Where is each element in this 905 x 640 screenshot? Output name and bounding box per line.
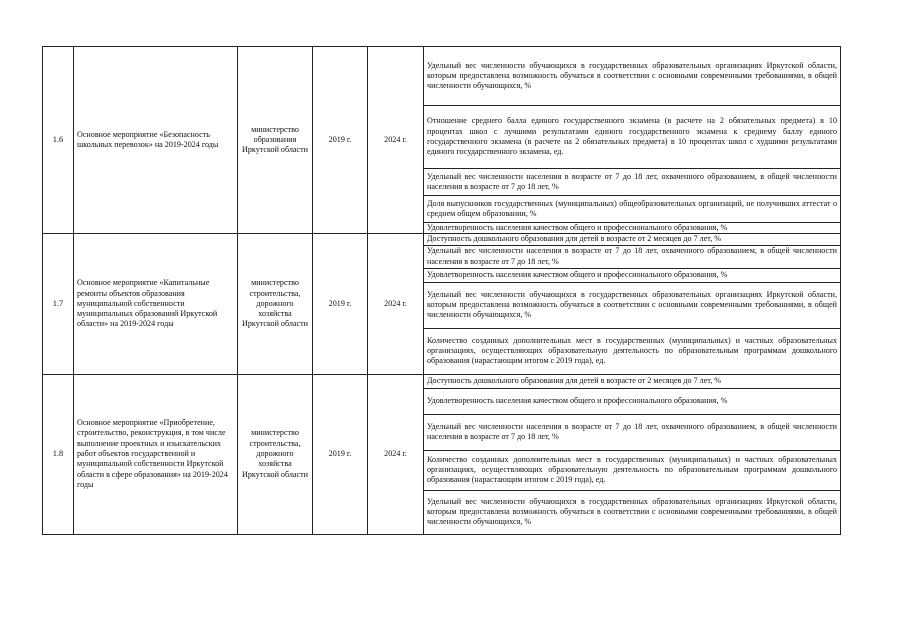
indicator: Удельный вес численности обучающихся в государственных образовательных организациях Иркутской области, которым предоставлена возможность обучаться в соответствии с основными современными требованиями, в общей численности обучающихся, % xyxy=(424,282,841,328)
indicator: Удельный вес численности населения в возрасте от 7 до 18 лет, охваченного образованием, в общей численности населения в возрасте от 7 до 18 лет, % xyxy=(424,414,841,450)
activity-name: Основное мероприятие «Капитальные ремонты объектов образования муниципальной собственности муниципальных образований Иркутской области» на 2019-2024 годы xyxy=(74,234,238,374)
activity-name: Основное мероприятие «Приобретение, строительство, реконструкция, в том числе выполнение проектных и изыскательских работ объектов государственной и муниципальной собственности Иркутской области в сфере образования» на 2019-2024 годы xyxy=(74,374,238,534)
start-year: 2019 г. xyxy=(313,47,368,234)
activities-table xyxy=(42,46,841,535)
indicator: Количество созданных дополнительных мест в государственных (муниципальных) и частных образовательных организациях, осуществляющих образовательную деятельность по образовательным программам дошкольного образования (нарастающим итогом с 2019 года), ед. xyxy=(424,328,841,374)
indicator: Удельный вес численности обучающихся в государственных образовательных организациях Иркутской области, которым предоставлена возможность обучаться в соответствии с основными современными требованиями, в общей численности обучающихся, % xyxy=(424,490,841,534)
row-number: 1.8 xyxy=(43,374,74,534)
indicator: Удельный вес численности населения в возрасте от 7 до 18 лет, охваченного образованием, в общей численности населения в возрасте от 7 до 18 лет, % xyxy=(424,169,841,196)
indicator: Отношение среднего балла единого государственного экзамена (в расчете на 2 обязательных предмета) в 10 процентах школ с лучшими результатами единого государственного экзамена к среднему баллу единого государственного экзамена (в расчете на 2 обязательных предмета) в 10 процентах школ с худшими результатами единого государственного экзамена, ед. xyxy=(424,106,841,169)
end-year: 2024 г. xyxy=(368,47,424,234)
start-year: 2019 г. xyxy=(313,374,368,534)
executor: министерство образования Иркутской области xyxy=(238,47,313,234)
indicator: Удельный вес численности населения в возрасте от 7 до 18 лет, охваченного образованием, в общей численности населения в возрасте от 7 до 18 лет, % xyxy=(424,245,841,268)
row-number: 1.6 xyxy=(43,47,74,234)
indicator: Доля выпускников государственных (муниципальных) общеобразовательных организаций, не получивших аттестат о среднем общем образовании, % xyxy=(424,196,841,223)
indicator: Удельный вес численности обучающихся в государственных образовательных организациях Иркутской области, которым предоставлена возможность обучаться в соответствии с основными современными требованиями, в общей численности обучающихся, % xyxy=(424,47,841,106)
table-row-1-6 xyxy=(43,47,841,106)
end-year: 2024 г. xyxy=(368,374,424,534)
indicator: Удовлетворенность населения качеством общего и профессионального образования, % xyxy=(424,388,841,414)
start-year: 2019 г. xyxy=(313,234,368,374)
executor: министерство строительства, дорожного хозяйства Иркутской области xyxy=(238,374,313,534)
indicator: Доступность дошкольного образования для детей в возрасте от 2 месяцев до 7 лет, % xyxy=(424,374,841,388)
executor: министерство строительства, дорожного хозяйства Иркутской области xyxy=(238,234,313,374)
table-row-1-7 xyxy=(43,234,841,245)
end-year: 2024 г. xyxy=(368,234,424,374)
row-number: 1.7 xyxy=(43,234,74,374)
activity-name: Основное мероприятие «Безопасность школьных перевозок» на 2019-2024 годы xyxy=(74,47,238,234)
indicator: Доступность дошкольного образования для детей в возрасте от 2 месяцев до 7 лет, % xyxy=(424,234,841,245)
indicator: Удовлетворенность населения качеством общего и профессионального образования, % xyxy=(424,223,841,234)
table-row-1-8 xyxy=(43,374,841,388)
indicator: Удовлетворенность населения качеством общего и профессионального образования, % xyxy=(424,268,841,282)
indicator: Количество созданных дополнительных мест в государственных (муниципальных) и частных образовательных организациях, осуществляющих образовательную деятельность по образовательным программам дошкольного образования (нарастающим итогом с 2019 года), ед. xyxy=(424,450,841,490)
